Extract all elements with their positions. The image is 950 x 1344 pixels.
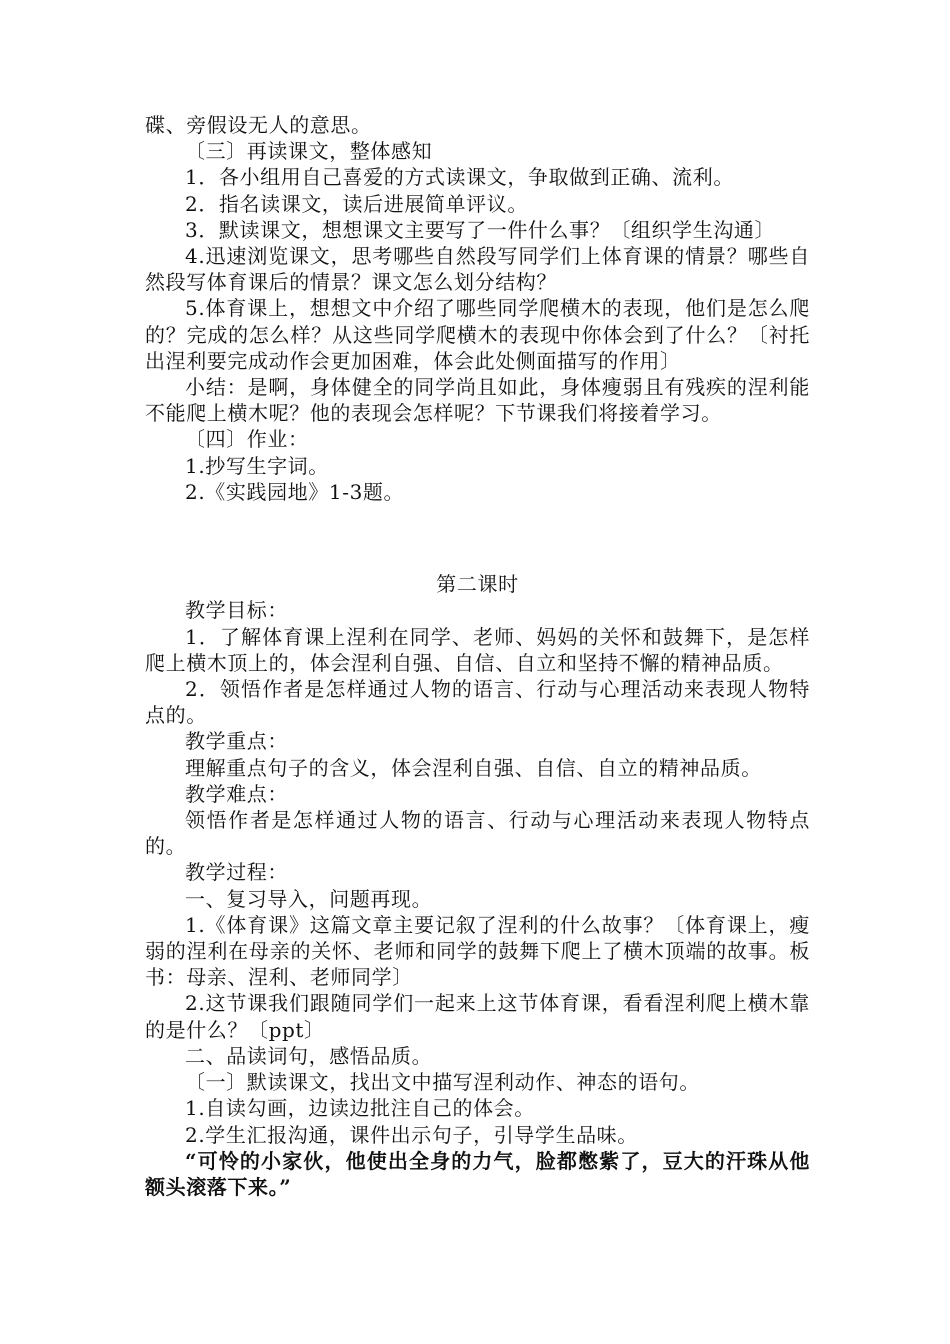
- paragraph: 1.自读勾画，边读边批注自己的体会。: [185, 1096, 535, 1121]
- paragraph: 2.《实践园地》1-3题。: [185, 479, 405, 504]
- paragraph: 1.抄写生字词。: [185, 453, 329, 478]
- paragraph: 理解重点句子的含义，体会涅利自强、自信、自立的精神品质。: [185, 755, 762, 780]
- paragraph: 〔四〕作业：: [185, 427, 309, 452]
- paragraph: 〔三〕再读课文，整体感知: [185, 139, 433, 164]
- paragraph: 1.《体育课》这篇文章主要记叙了涅利的什么故事？〔体育课上，瘦弱的涅利在母亲的关怀、老师和同学的鼓舞下爬上了横木顶端的故事。板书：母亲、涅利、老师同学〕: [145, 912, 810, 990]
- paragraph: 5.体育课上，想想文中介绍了哪些同学爬横木的表现，他们是怎么爬的？完成的怎么样？从这些同学爬横木的表现中你体会到了什么？〔衬托出涅利要完成动作会更加困难，体会此处侧面描写的作用〕: [145, 296, 810, 373]
- paragraph: 1．各小组用自己喜爱的方式读课文，争取做到正确、流利。: [185, 165, 734, 190]
- paragraph: 3．默读课文，想想课文主要写了一件什么事？〔组织学生沟通〕: [185, 217, 776, 242]
- paragraph: 1．了解体育课上涅利在同学、老师、妈妈的关怀和鼓舞下，是怎样爬上横木顶上的，体会涅利自强、自信、自立和坚持不懈的精神品质。: [145, 624, 810, 675]
- paragraph: 一、复习导入，问题再现。: [185, 886, 433, 911]
- paragraph: 2．领悟作者是怎样通过人物的语言、行动与心理活动来表现人物特点的。: [145, 677, 810, 728]
- paragraph: 〔一〕默读课文，找出文中描写涅利动作、神态的语句。: [185, 1070, 700, 1095]
- paragraph: 2.这节课我们跟随同学们一起来上这节体育课，看看涅利爬上横木靠的是什么？〔ppt〕: [145, 991, 810, 1042]
- paragraph: 碟、旁假设无人的意思。: [145, 113, 372, 137]
- section-heading: 第二课时: [436, 572, 519, 597]
- paragraph: 教学目标：: [185, 598, 288, 623]
- paragraph: 教学难点：: [185, 781, 288, 806]
- paragraph: 教学重点：: [185, 729, 288, 754]
- paragraph: 教学过程：: [185, 860, 288, 885]
- paragraph: “可怜的小家伙，他使出全身的力气，脸都憋紫了，豆大的汗珠从他额头滚落下来。”: [145, 1148, 810, 1199]
- paragraph: 小结：是啊，身体健全的同学尚且如此，身体瘦弱且有残疾的涅利能不能爬上横木呢？他的表现会怎样呢？下节课我们将接着学习。: [145, 375, 810, 426]
- blank-line: [145, 525, 810, 551]
- paragraph: 领悟作者是怎样通过人物的语言、行动与心理活动来表现人物特点的。: [145, 808, 810, 859]
- document-body: [145, 112, 810, 1200]
- paragraph: 二、品读词句，感悟品质。: [185, 1043, 433, 1068]
- paragraph: 2.学生汇报沟通，课件出示句子，引导学生品味。: [185, 1122, 638, 1147]
- paragraph: 2．指名读课文，读后进展简单评议。: [185, 191, 528, 216]
- paragraph: 4.迅速浏览课文，思考哪些自然段写同学们上体育课的情景？哪些自然段写体育课后的情景？课文怎么划分结构？: [145, 244, 810, 295]
